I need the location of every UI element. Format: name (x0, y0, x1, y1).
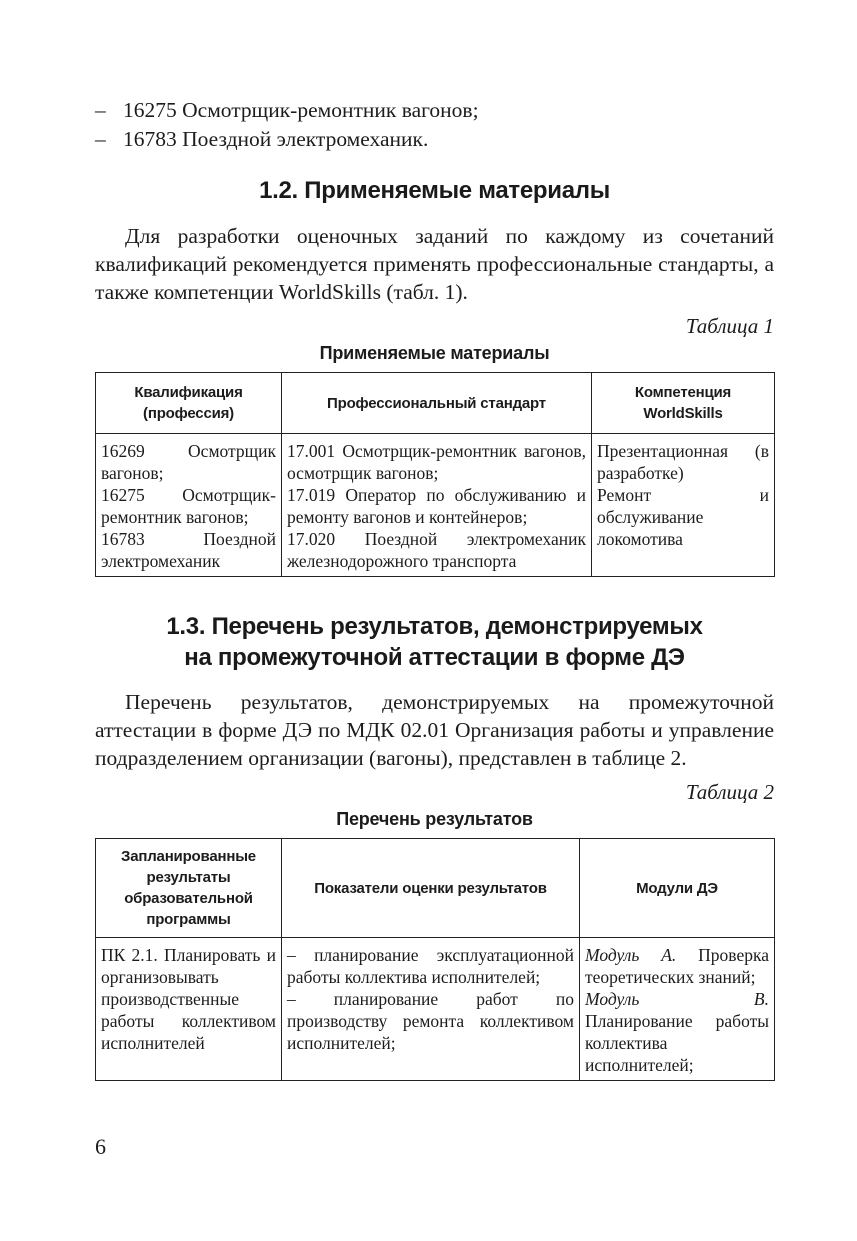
page-content (95, 96, 774, 1081)
dash-mark: – (95, 127, 106, 151)
module-entry: Модуль А. Проверка теоретических знаний; (585, 945, 769, 987)
section-heading-1-3: 1.3. Перечень результатов, демонстрируемых на промежуточной аттестации в форме ДЭ (166, 613, 703, 671)
section-1-2-paragraph: Для разработки оценочных заданий по каждому из сочетаний квалификаций рекомендуется применять профессиональные стандарты, а также компетенции WorldSkills (табл. 1). (95, 224, 774, 304)
cell-competences: Презентационная (в разработке) Ремонт и обслуживание локомотива (592, 434, 775, 577)
module-entry: Модуль В. Планирование работы коллектива исполнителей; (585, 989, 769, 1075)
table-1-title: Применяемые материалы (319, 343, 550, 363)
header-modules: Модули ДЭ (580, 839, 775, 938)
list-item: – 16275 Осмотрщик-ремонтник вагонов; (95, 96, 774, 125)
table-row (96, 938, 775, 1081)
header-competence: Компетенция WorldSkills (592, 373, 775, 434)
cell-qualifications: 16269 Осмотрщик вагонов; 16275 Осмотрщик-ремонтник вагонов; 16783 Поездной электромеханик (96, 434, 282, 577)
materials-table (95, 372, 775, 577)
table-header-row (96, 839, 775, 938)
table-2-number: Таблица 2 (685, 780, 774, 804)
table-header-row (96, 373, 775, 434)
list-item: – 16783 Поездной электромеханик. (95, 125, 774, 154)
table-2-title: Перечень результатов (336, 809, 533, 829)
table-row (96, 434, 775, 577)
page-number: 6 (95, 1134, 106, 1159)
qualification-list (95, 96, 774, 154)
cell-competency: ПК 2.1. Планировать и организовывать производственные работы коллективом исполнителей (96, 938, 282, 1081)
section-heading-1-2: 1.2. Применяемые материалы (259, 177, 610, 204)
header-indicators: Показатели оценки результатов (282, 839, 580, 938)
cell-standards: 17.001 Осмотрщик-ремонтник вагонов, осмотрщик вагонов; 17.019 Оператор по обслуживанию и ремонту вагонов и контейнеров; 17.020 Поездной электромеханик железнодорожного транспорта (282, 434, 592, 577)
header-standard: Профессиональный стандарт (282, 373, 592, 434)
table-1-number: Таблица 1 (685, 314, 774, 338)
dash-mark: – (95, 98, 106, 122)
cell-indicators: – планирование эксплуатационной работы коллектива исполнителей; – планирование работ по производству ремонта коллективом исполнителей; (282, 938, 580, 1081)
header-qualification: Квалификация (профессия) (96, 373, 282, 434)
results-table (95, 838, 775, 1081)
cell-modules (580, 938, 775, 1081)
header-planned-results: Запланированные результаты образовательной программы (96, 839, 282, 938)
section-1-3-paragraph: Перечень результатов, демонстрируемых на промежуточной аттестации в форме ДЭ по МДК 02.01 Организация работы и управление подразделением организации (вагоны), представлен в таблице 2. (95, 690, 774, 770)
